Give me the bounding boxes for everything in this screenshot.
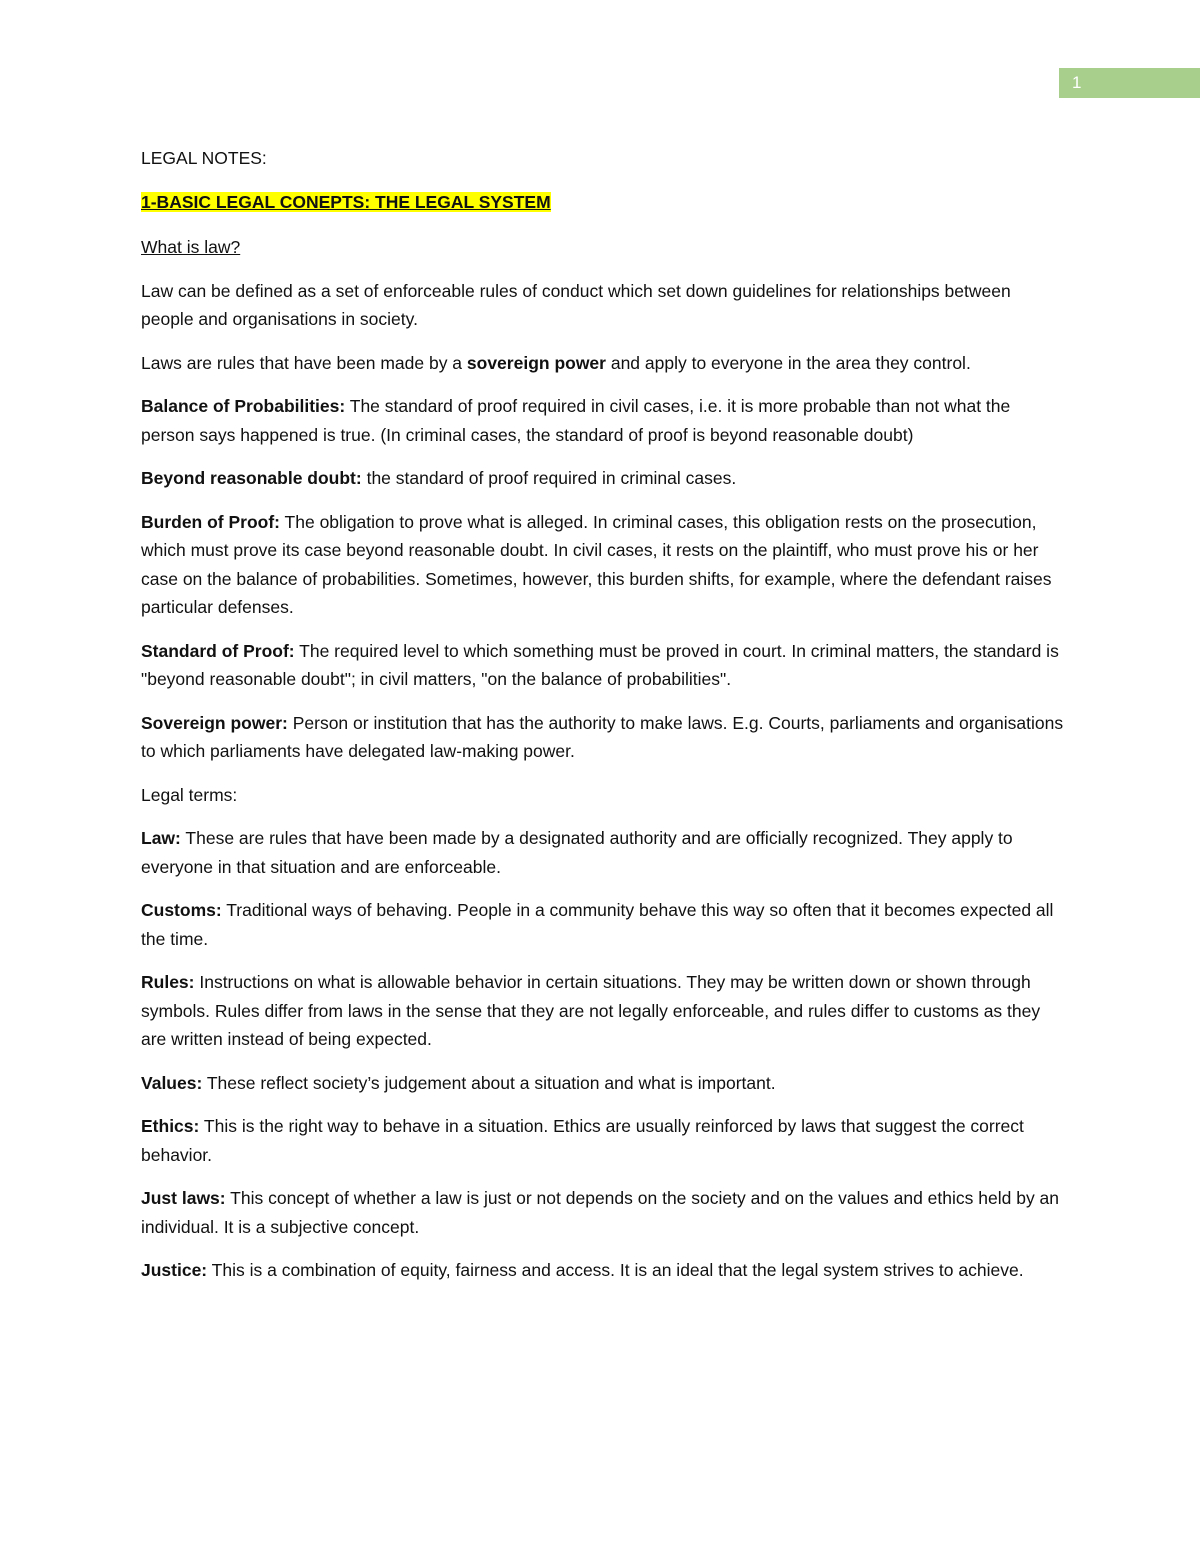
definition-term: Customs: [141, 900, 222, 920]
definition-text: Instructions on what is allowable behavior in certain situations. They may be written down or shown through symbols. Rules differ from laws in the sense that they are not legally enforceable, and rules differ to customs as they are written instead of being expected. [141, 972, 1041, 1049]
definition-ethics [141, 1112, 1066, 1169]
definition-term: Standard of Proof: [141, 640, 295, 661]
definition-text: This is the right way to behave in a situation. Ethics are usually reinforced by laws that suggest the correct behavior. [141, 1116, 1024, 1165]
subheading [141, 233, 1066, 262]
laws-paragraph [141, 349, 1066, 378]
definition-term: Just laws: [141, 1188, 226, 1208]
definition-text: The obligation to prove what is alleged. In criminal cases, this obligation rests on the prosecution, which must prove its case beyond reasonable doubt. In civil cases, it rests on the plaintiff, who must prove his or her case on the balance of probabilities. Sometimes, however, this burden shifts, for example, where the defendant raises particular defenses. [141, 511, 1052, 617]
definition-term: Law: [141, 828, 181, 848]
definition-text: These are rules that have been made by a designated authority and are officially recognized. They apply to everyone in that situation and are enforceable. [141, 828, 1013, 877]
definition-text: The standard of proof required in civil cases, i.e. it is more probable than not what the person says happened is true. (In criminal cases, the standard of proof is beyond reasonable doubt) [141, 396, 1011, 445]
definition-standard-of-proof [141, 637, 1066, 694]
page-number-badge: 1 [1059, 68, 1200, 98]
document-body [141, 144, 1066, 1300]
definition-values [141, 1069, 1066, 1098]
definition-balance-of-probabilities [141, 392, 1066, 449]
definition-term: Sovereign power: [141, 712, 288, 733]
section-heading [141, 188, 1066, 217]
definition-rules [141, 968, 1066, 1054]
definition-term: Rules: [141, 972, 195, 992]
definition-law [141, 824, 1066, 881]
laws-text-after: and apply to everyone in the area they control. [605, 352, 971, 373]
intro-paragraph: Law can be defined as a set of enforceable rules of conduct which set down guidelines for relationships between people and organisations in society. [141, 280, 1011, 329]
section-heading-text: 1-BASIC LEGAL CONEPTS: THE LEGAL SYSTEM [141, 191, 551, 212]
laws-text-bold: sovereign power [466, 352, 606, 373]
definition-text: Traditional ways of behaving. People in a community behave this way so often that it becomes expected all the time. [141, 900, 1054, 949]
definition-term: Values: [141, 1072, 203, 1093]
definition-text: This is a combination of equity, fairness and access. It is an ideal that the legal system strives to achieve. [207, 1260, 1024, 1280]
laws-text-before: Laws are rules that have been made by a [141, 352, 467, 373]
definition-customs [141, 896, 1066, 953]
definition-term: Justice: [141, 1260, 208, 1280]
document-title: LEGAL NOTES: [141, 148, 267, 168]
definition-just-laws [141, 1184, 1066, 1241]
definition-burden-of-proof [141, 508, 1066, 622]
definition-beyond-reasonable-doubt [141, 464, 1066, 493]
definition-text: This concept of whether a law is just or not depends on the society and on the values and ethics held by an individual. It is a subjective concept. [141, 1188, 1060, 1237]
definition-text: The required level to which something must be proved in court. In criminal matters, the standard is "beyond reasonable doubt"; in civil matters, "on the balance of probabilities". [141, 640, 1059, 689]
definition-term: Beyond reasonable doubt: [141, 468, 362, 488]
definition-text: These reflect society’s judgement about a situation and what is important. [202, 1072, 776, 1093]
definition-term: Burden of Proof: [141, 511, 281, 532]
definition-sovereign-power [141, 709, 1066, 766]
legal-terms-label: Legal terms: [141, 784, 238, 805]
definition-text: the standard of proof required in criminal cases. [361, 468, 737, 488]
definition-term: Ethics: [141, 1116, 200, 1136]
definition-term: Balance of Probabilities: [141, 396, 346, 416]
subheading-text: What is law? [141, 237, 241, 257]
definition-justice [141, 1256, 1066, 1285]
definition-text: Person or institution that has the authority to make laws. E.g. Courts, parliaments and organisations to which parliaments have delegated law-making power. [141, 712, 1064, 761]
